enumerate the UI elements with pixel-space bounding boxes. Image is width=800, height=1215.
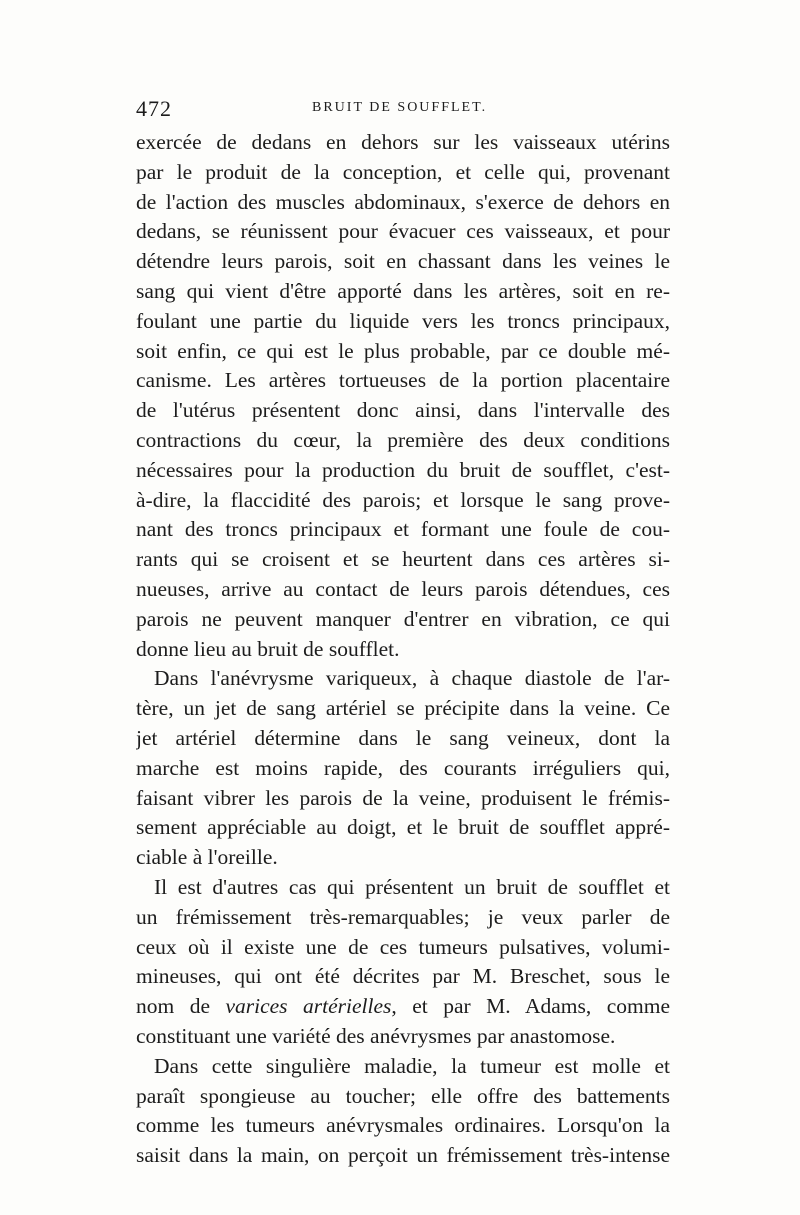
page-number: 472 xyxy=(136,96,172,121)
body-text xyxy=(136,128,670,1171)
text-line: nom de varices artérielles, et par M. Adams, comme xyxy=(136,994,670,1019)
text-line: dedans, se réunissent pour évacuer ces vaisseaux, et pour xyxy=(136,219,670,244)
text-line: parois ne peuvent manquer d'entrer en vibration, ce qui xyxy=(136,606,670,631)
text-line: foulant une partie du liquide vers les troncs principaux, xyxy=(136,308,670,333)
text-line: sang qui vient d'être apporté dans les artères, soit en re- xyxy=(136,278,670,303)
text-line: mineuses, qui ont été décrites par M. Breschet, sous le xyxy=(136,964,670,989)
paragraph xyxy=(136,1052,670,1171)
text-line: nécessaires pour la production du bruit de soufflet, c'est- xyxy=(136,457,670,482)
paragraph xyxy=(136,873,670,1052)
text-line: nueuses, arrive au contact de leurs parois détendues, ces xyxy=(136,576,670,601)
text-line: sement appréciable au doigt, et le bruit de soufflet appré- xyxy=(136,815,670,840)
text-line: nant des troncs principaux et formant une foule de cou- xyxy=(136,517,670,542)
text-line: tère, un jet de sang artériel se précipite dans la veine. Ce xyxy=(136,696,670,721)
paragraph xyxy=(136,664,670,873)
text-line: par le produit de la conception, et celle qui, provenant xyxy=(136,159,670,184)
text-line: de l'utérus présentent donc ainsi, dans l'intervalle des xyxy=(136,398,670,423)
text-line: donne lieu au bruit de soufflet. xyxy=(136,636,400,661)
text-line: jet artériel détermine dans le sang veineux, dont la xyxy=(136,725,670,750)
text-line: saisit dans la main, on perçoit un frémissement très-intense xyxy=(136,1143,670,1168)
text-line: à-dire, la flaccidité des parois; et lorsque le sang prove- xyxy=(136,487,670,512)
text-line: Dans cette singulière maladie, la tumeur est molle et xyxy=(154,1053,670,1078)
running-title: BRUIT DE SOUFFLET. xyxy=(312,100,488,115)
italic-term: varices artérielles xyxy=(225,994,392,1019)
text-line: comme les tumeurs anévrysmales ordinaires. Lorsqu'on la xyxy=(136,1113,670,1138)
text-line: canisme. Les artères tortueuses de la portion placentaire xyxy=(136,368,670,393)
text-line: un frémissement très-remarquables; je veux parler de xyxy=(136,904,670,929)
text-line: soit enfin, ce qui est le plus probable, par ce double mé- xyxy=(136,338,670,363)
text-line: constituant une variété des anévrysmes par anastomose. xyxy=(136,1023,616,1048)
text-line: contractions du cœur, la première des deux conditions xyxy=(136,427,670,452)
paragraph xyxy=(136,128,670,664)
text-line: marche est moins rapide, des courants irréguliers qui, xyxy=(136,755,670,780)
text-line: Dans l'anévrysme variqueux, à chaque diastole de l'ar- xyxy=(154,666,670,691)
text-line: paraît spongieuse au toucher; elle offre des battements xyxy=(136,1083,670,1108)
text-line: rants qui se croisent et se heurtent dans ces artères si- xyxy=(136,547,670,572)
text-line: ciable à l'oreille. xyxy=(136,845,278,870)
text-line: exercée de dedans en dehors sur les vaisseaux utérins xyxy=(136,130,670,154)
text-line: ceux où il existe une de ces tumeurs pulsatives, volumi- xyxy=(136,934,670,959)
text-line: faisant vibrer les parois de la veine, produisent le frémis- xyxy=(136,785,670,810)
text-line: Il est d'autres cas qui présentent un bruit de soufflet et xyxy=(154,874,670,899)
text-line: détendre leurs parois, soit en chassant dans les veines le xyxy=(136,249,670,274)
running-head xyxy=(136,96,670,124)
text-line: de l'action des muscles abdominaux, s'exerce de dehors en xyxy=(136,189,670,214)
